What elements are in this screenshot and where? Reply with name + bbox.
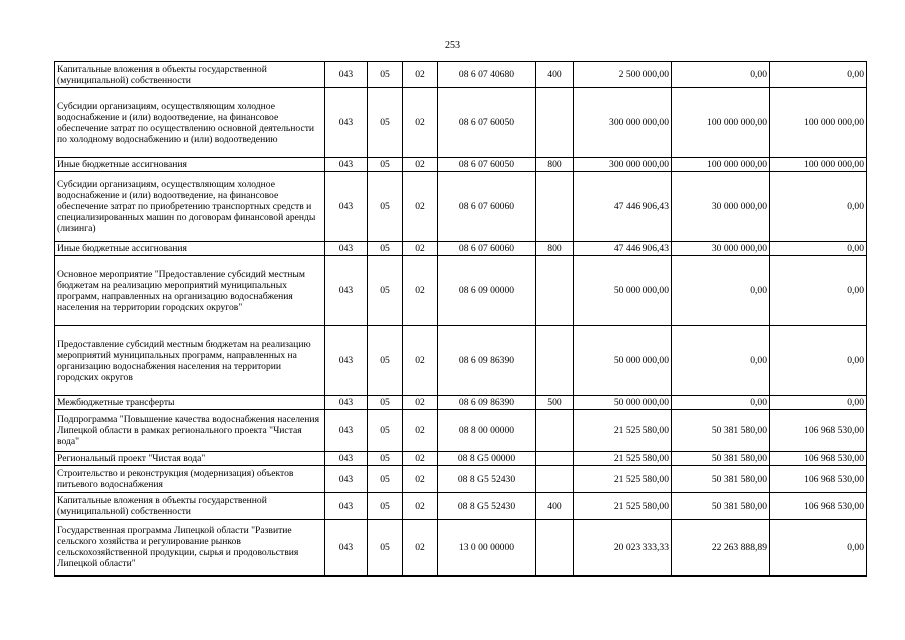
table-row bbox=[55, 466, 867, 493]
subsection-code: 02 bbox=[403, 410, 438, 452]
expense-type bbox=[536, 172, 574, 242]
section-code: 05 bbox=[368, 466, 403, 493]
section-code: 05 bbox=[368, 242, 403, 256]
table-row bbox=[55, 452, 867, 466]
subsection-code: 02 bbox=[403, 242, 438, 256]
subsection-code: 02 bbox=[403, 396, 438, 410]
amount-year-3: 100 000 000,00 bbox=[770, 88, 867, 158]
page-number: 253 bbox=[445, 40, 460, 51]
row-name: Капитальные вложения в объекты государственной (муниципальной) собственности bbox=[55, 62, 325, 88]
amount-year-3: 0,00 bbox=[770, 256, 867, 326]
amount-year-1: 20 023 333,33 bbox=[574, 520, 672, 576]
amount-year-2: 50 381 580,00 bbox=[672, 452, 770, 466]
ministry-code: 043 bbox=[325, 452, 368, 466]
section-code: 05 bbox=[368, 493, 403, 520]
amount-year-1: 21 525 580,00 bbox=[574, 493, 672, 520]
section-code: 05 bbox=[368, 62, 403, 88]
row-name: Капитальные вложения в объекты государственной (муниципальной) собственности bbox=[55, 493, 325, 520]
expense-type bbox=[536, 88, 574, 158]
expense-type: 400 bbox=[536, 62, 574, 88]
amount-year-2: 0,00 bbox=[672, 256, 770, 326]
expense-type: 500 bbox=[536, 396, 574, 410]
ministry-code: 043 bbox=[325, 172, 368, 242]
ministry-code: 043 bbox=[325, 493, 368, 520]
expense-type bbox=[536, 256, 574, 326]
subsection-code: 02 bbox=[403, 493, 438, 520]
amount-year-2: 50 381 580,00 bbox=[672, 493, 770, 520]
amount-year-2: 50 381 580,00 bbox=[672, 466, 770, 493]
table-row bbox=[55, 396, 867, 410]
table-row bbox=[55, 172, 867, 242]
row-name: Основное мероприятие "Предоставление субсидий местным бюджетам на реализацию мероприятий муниципальных программ, направленных на организацию водоснабжения населения на территории городских округов" bbox=[55, 256, 325, 326]
target-article: 08 6 07 60060 bbox=[438, 242, 536, 256]
amount-year-2: 0,00 bbox=[672, 396, 770, 410]
amount-year-2: 22 263 888,89 bbox=[672, 520, 770, 576]
target-article: 08 8 G5 52430 bbox=[438, 466, 536, 493]
subsection-code: 02 bbox=[403, 466, 438, 493]
amount-year-3: 0,00 bbox=[770, 242, 867, 256]
amount-year-2: 100 000 000,00 bbox=[672, 158, 770, 172]
table-row bbox=[55, 62, 867, 88]
subsection-code: 02 bbox=[403, 256, 438, 326]
amount-year-1: 47 446 906,43 bbox=[574, 242, 672, 256]
target-article: 08 6 07 60060 bbox=[438, 172, 536, 242]
ministry-code: 043 bbox=[325, 466, 368, 493]
amount-year-1: 300 000 000,00 bbox=[574, 158, 672, 172]
amount-year-3: 106 968 530,00 bbox=[770, 452, 867, 466]
section-code: 05 bbox=[368, 396, 403, 410]
amount-year-1: 300 000 000,00 bbox=[574, 88, 672, 158]
amount-year-3: 106 968 530,00 bbox=[770, 466, 867, 493]
target-article: 08 8 G5 00000 bbox=[438, 452, 536, 466]
subsection-code: 02 bbox=[403, 520, 438, 576]
subsection-code: 02 bbox=[403, 158, 438, 172]
row-name: Межбюджетные трансферты bbox=[55, 396, 325, 410]
amount-year-3: 0,00 bbox=[770, 172, 867, 242]
amount-year-1: 21 525 580,00 bbox=[574, 452, 672, 466]
section-code: 05 bbox=[368, 326, 403, 396]
section-code: 05 bbox=[368, 452, 403, 466]
row-name: Иные бюджетные ассигнования bbox=[55, 242, 325, 256]
expense-type bbox=[536, 466, 574, 493]
amount-year-1: 2 500 000,00 bbox=[574, 62, 672, 88]
amount-year-3: 0,00 bbox=[770, 520, 867, 576]
target-article: 08 6 07 40680 bbox=[438, 62, 536, 88]
target-article: 08 6 09 00000 bbox=[438, 256, 536, 326]
row-name: Предоставление субсидий местным бюджетам на реализацию мероприятий муниципальных программ, направленных на организацию водоснабжения населения на территории городских округов bbox=[55, 326, 325, 396]
amount-year-1: 21 525 580,00 bbox=[574, 410, 672, 452]
budget-table bbox=[54, 61, 867, 577]
target-article: 08 6 09 86390 bbox=[438, 396, 536, 410]
subsection-code: 02 bbox=[403, 172, 438, 242]
ministry-code: 043 bbox=[325, 396, 368, 410]
row-name: Региональный проект "Чистая вода" bbox=[55, 452, 325, 466]
section-code: 05 bbox=[368, 88, 403, 158]
ministry-code: 043 bbox=[325, 62, 368, 88]
table-row bbox=[55, 242, 867, 256]
ministry-code: 043 bbox=[325, 410, 368, 452]
table-row bbox=[55, 520, 867, 576]
section-code: 05 bbox=[368, 158, 403, 172]
table-row bbox=[55, 256, 867, 326]
section-code: 05 bbox=[368, 256, 403, 326]
ministry-code: 043 bbox=[325, 242, 368, 256]
expense-type bbox=[536, 410, 574, 452]
target-article: 13 0 00 00000 bbox=[438, 520, 536, 576]
subsection-code: 02 bbox=[403, 452, 438, 466]
expense-type: 800 bbox=[536, 242, 574, 256]
amount-year-1: 50 000 000,00 bbox=[574, 326, 672, 396]
table-row bbox=[55, 410, 867, 452]
amount-year-2: 50 381 580,00 bbox=[672, 410, 770, 452]
section-code: 05 bbox=[368, 520, 403, 576]
amount-year-2: 0,00 bbox=[672, 62, 770, 88]
amount-year-2: 100 000 000,00 bbox=[672, 88, 770, 158]
amount-year-3: 0,00 bbox=[770, 396, 867, 410]
amount-year-1: 50 000 000,00 bbox=[574, 256, 672, 326]
target-article: 08 8 00 00000 bbox=[438, 410, 536, 452]
amount-year-3: 0,00 bbox=[770, 62, 867, 88]
row-name: Субсидии организациям, осуществляющим холодное водоснабжение и (или) водоотведение, на финансовое обеспечение затрат по приобретению транспортных средств и специализированных машин по договорам финансовой аренды (лизинга) bbox=[55, 172, 325, 242]
section-code: 05 bbox=[368, 172, 403, 242]
row-name: Государственная программа Липецкой области "Развитие сельского хозяйства и регулирование рынков сельскохозяйственной продукции, сырья и продовольствия Липецкой области" bbox=[55, 520, 325, 576]
target-article: 08 6 07 60050 bbox=[438, 88, 536, 158]
amount-year-3: 106 968 530,00 bbox=[770, 493, 867, 520]
table-row bbox=[55, 326, 867, 396]
expense-type: 400 bbox=[536, 493, 574, 520]
expense-type: 800 bbox=[536, 158, 574, 172]
target-article: 08 6 07 60050 bbox=[438, 158, 536, 172]
amount-year-3: 100 000 000,00 bbox=[770, 158, 867, 172]
row-name: Субсидии организациям, осуществляющим холодное водоснабжение и (или) водоотведение, на финансовое обеспечение затрат по осуществлению основной деятельности по холодному водоснабжению и (или) водоотведению bbox=[55, 88, 325, 158]
amount-year-2: 0,00 bbox=[672, 326, 770, 396]
expense-type bbox=[536, 520, 574, 576]
amount-year-2: 30 000 000,00 bbox=[672, 172, 770, 242]
table-row bbox=[55, 158, 867, 172]
subsection-code: 02 bbox=[403, 62, 438, 88]
table-row bbox=[55, 493, 867, 520]
amount-year-1: 50 000 000,00 bbox=[574, 396, 672, 410]
amount-year-1: 47 446 906,43 bbox=[574, 172, 672, 242]
target-article: 08 8 G5 52430 bbox=[438, 493, 536, 520]
ministry-code: 043 bbox=[325, 326, 368, 396]
section-code: 05 bbox=[368, 410, 403, 452]
ministry-code: 043 bbox=[325, 88, 368, 158]
target-article: 08 6 09 86390 bbox=[438, 326, 536, 396]
ministry-code: 043 bbox=[325, 256, 368, 326]
subsection-code: 02 bbox=[403, 326, 438, 396]
expense-type bbox=[536, 452, 574, 466]
subsection-code: 02 bbox=[403, 88, 438, 158]
amount-year-1: 21 525 580,00 bbox=[574, 466, 672, 493]
amount-year-3: 0,00 bbox=[770, 326, 867, 396]
table-row bbox=[55, 88, 867, 158]
amount-year-3: 106 968 530,00 bbox=[770, 410, 867, 452]
row-name: Иные бюджетные ассигнования bbox=[55, 158, 325, 172]
expense-type bbox=[536, 326, 574, 396]
row-name: Строительство и реконструкция (модернизация) объектов питьевого водоснабжения bbox=[55, 466, 325, 493]
ministry-code: 043 bbox=[325, 520, 368, 576]
ministry-code: 043 bbox=[325, 158, 368, 172]
row-name: Подпрограмма "Повышение качества водоснабжения населения Липецкой области в рамках регионального проекта "Чистая вода" bbox=[55, 410, 325, 452]
amount-year-2: 30 000 000,00 bbox=[672, 242, 770, 256]
